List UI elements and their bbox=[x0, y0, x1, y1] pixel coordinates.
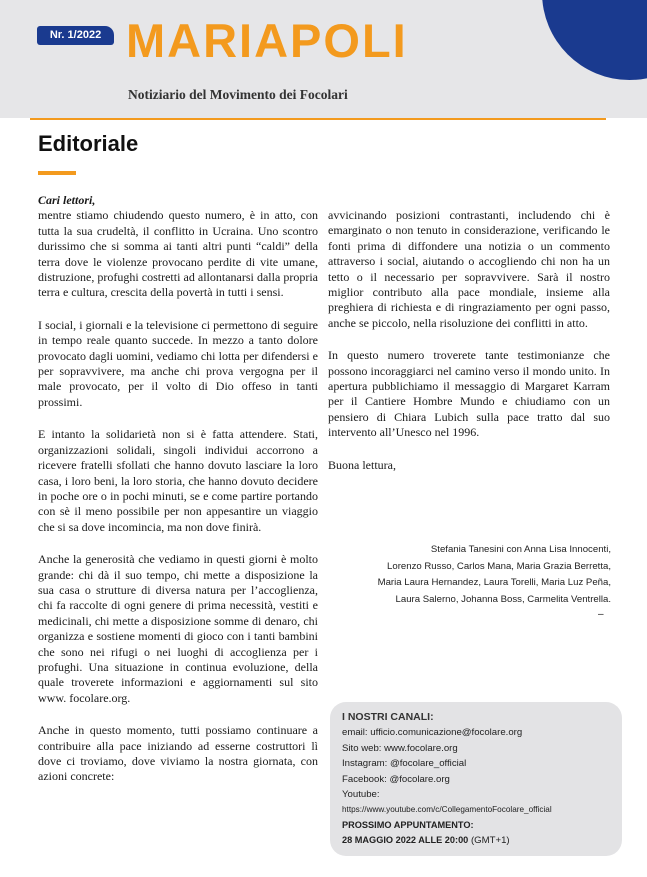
paragraph: avvicinando posizioni contrastanti, includendo chi è emarginato o non tenuto in considerazione, verificando le fonti prima di diffondere una notizia o un commento attraverso i social, aiutando o accogliendo chi non ha un tetto o il necessario per sopravvivere. Sarà il nostro miglior contributo alla pace mondiale, insieme alla preghiera di richiesta e di ringraziamento per ogni passo, anche se piccolo, nella risoluzione dei conflitti in atto. bbox=[328, 208, 610, 330]
signature-line: Stefania Tanesini con Anna Lisa Innocenti, bbox=[430, 544, 611, 555]
paragraph: I social, i giornali e la televisione ci permettono di seguire in tempo reale quanto succede. In mezzo a tanto dolore provocato dagli uomini, vediamo chi lotta per difendersi e per sopravvivere, ma anche chi prova vergogna per il male provocato, per il volto di Dio offeso in tanti prossimi. bbox=[38, 317, 318, 409]
article-column-right bbox=[328, 208, 610, 473]
paragraph: mentre stiamo chiudendo questo numero, è in atto, con tutta la sua crudeltà, il conflitto in Ucraina. Uno scontro durissimo che si somma ai tanti altri punti “caldi” della terra dove le violenze provocano perdite di vite umane, distruzione, profughi costretti ad allontanarsi dalla propria terra e cultura, crescita della povertà in tutti i sensi. bbox=[38, 208, 318, 300]
next-appointment-date: 28 MAGGIO 2022 ALLE 20:00 bbox=[342, 835, 469, 846]
paragraph: E intanto la solidarietà non si è fatta attendere. Stati, organizzazioni solidali, singoli individui accorrono a ricevere fratelli sfollati che hanno dovuto lasciare la loro casa, i loro beni, la loro storia, che hanno dovuto decidere in poche ore o in pochi minuti, se e come partire portando con sè il meno possibile per non appesantire un viaggio che si sa dove incomincia, ma non dove finirà. bbox=[38, 427, 318, 534]
signature-line: Lorenzo Russo, Carlos Mana, Maria Grazia Berretta, bbox=[387, 560, 611, 572]
header-divider bbox=[30, 118, 606, 120]
paragraph: In questo numero troverete tante testimonianze che possono incoraggiarci nel camino verso il mondo unito. In apertura pubblichiamo il messaggio di Margaret Karram per il Cantiere Hombre Mundo e chiudiamo con un pensiero di Chiara Lubich sulla pace tratto dal suo intervento all’Unesco nel 1996. bbox=[328, 348, 610, 440]
channels-title: I NOSTRI CANALI: bbox=[342, 711, 434, 723]
newsletter-subtitle: Notiziario del Movimento dei Focolari bbox=[128, 87, 348, 102]
paragraph: Anche la generosità che vediamo in questi giorni è molto grande: chi dà il suo tempo, chi mette a disposizione la sua casa o strutture di diversa natura per l’accoglienza, chi fa raccolte di ogni genere di prima necessità, vestiti e medicinali, chi mette a disposizione somme di denaro, chi organizza e sostiene momenti di gioco con i tanti bambini che sono nei rifugi o nei luoghi di accoglienza per i profughi. Una situazione in continua evoluzione, della quale troverete informazioni e aggiornamenti sul sito www. focolare.org. bbox=[38, 552, 318, 705]
newsletter-title: MARIAPOLI bbox=[126, 14, 408, 67]
instagram-link[interactable]: Instagram: @focolare_official bbox=[342, 758, 467, 770]
section-title: Editoriale bbox=[38, 131, 139, 156]
section-title-underline bbox=[38, 171, 76, 175]
next-appointment-timezone: (GMT+1) bbox=[470, 835, 510, 847]
signature-line: Laura Salerno, Johanna Boss, Carmelita Ventrella. bbox=[395, 593, 611, 605]
next-appointment bbox=[342, 833, 610, 848]
youtube-link[interactable]: https://www.youtube.com/c/CollegamentoFocolare_official bbox=[342, 805, 552, 815]
email-link[interactable]: email: ufficio.comunicazione@focolare.org bbox=[342, 727, 523, 739]
signature-line: Maria Laura Hernandez, Laura Torelli, Maria Luz Peña, bbox=[377, 577, 611, 588]
youtube-label: Youtube: bbox=[342, 789, 380, 801]
channels-box bbox=[330, 702, 622, 856]
end-mark: – bbox=[598, 609, 604, 620]
article-column-left bbox=[38, 193, 318, 785]
facebook-link[interactable]: Facebook: @focolare.org bbox=[342, 773, 450, 785]
signatures bbox=[328, 542, 611, 608]
paragraph: Anche in questo momento, tutti possiamo continuare a contribuire alla pace iniziando ad esserne costruttori lì dove ci troviamo, dove viviamo la nostra giornata, con azioni concrete: bbox=[38, 723, 318, 784]
corner-circle-decoration bbox=[542, 0, 647, 80]
closing-line: Buona lettura, bbox=[328, 457, 396, 472]
issue-badge: Nr. 1/2022 bbox=[37, 26, 114, 45]
website-link[interactable]: Sito web: www.focolare.org bbox=[342, 742, 458, 754]
greeting: Cari lettori, bbox=[38, 193, 96, 207]
next-appointment-label: PROSSIMO APPUNTAMENTO: bbox=[342, 819, 474, 830]
masthead bbox=[0, 0, 647, 118]
